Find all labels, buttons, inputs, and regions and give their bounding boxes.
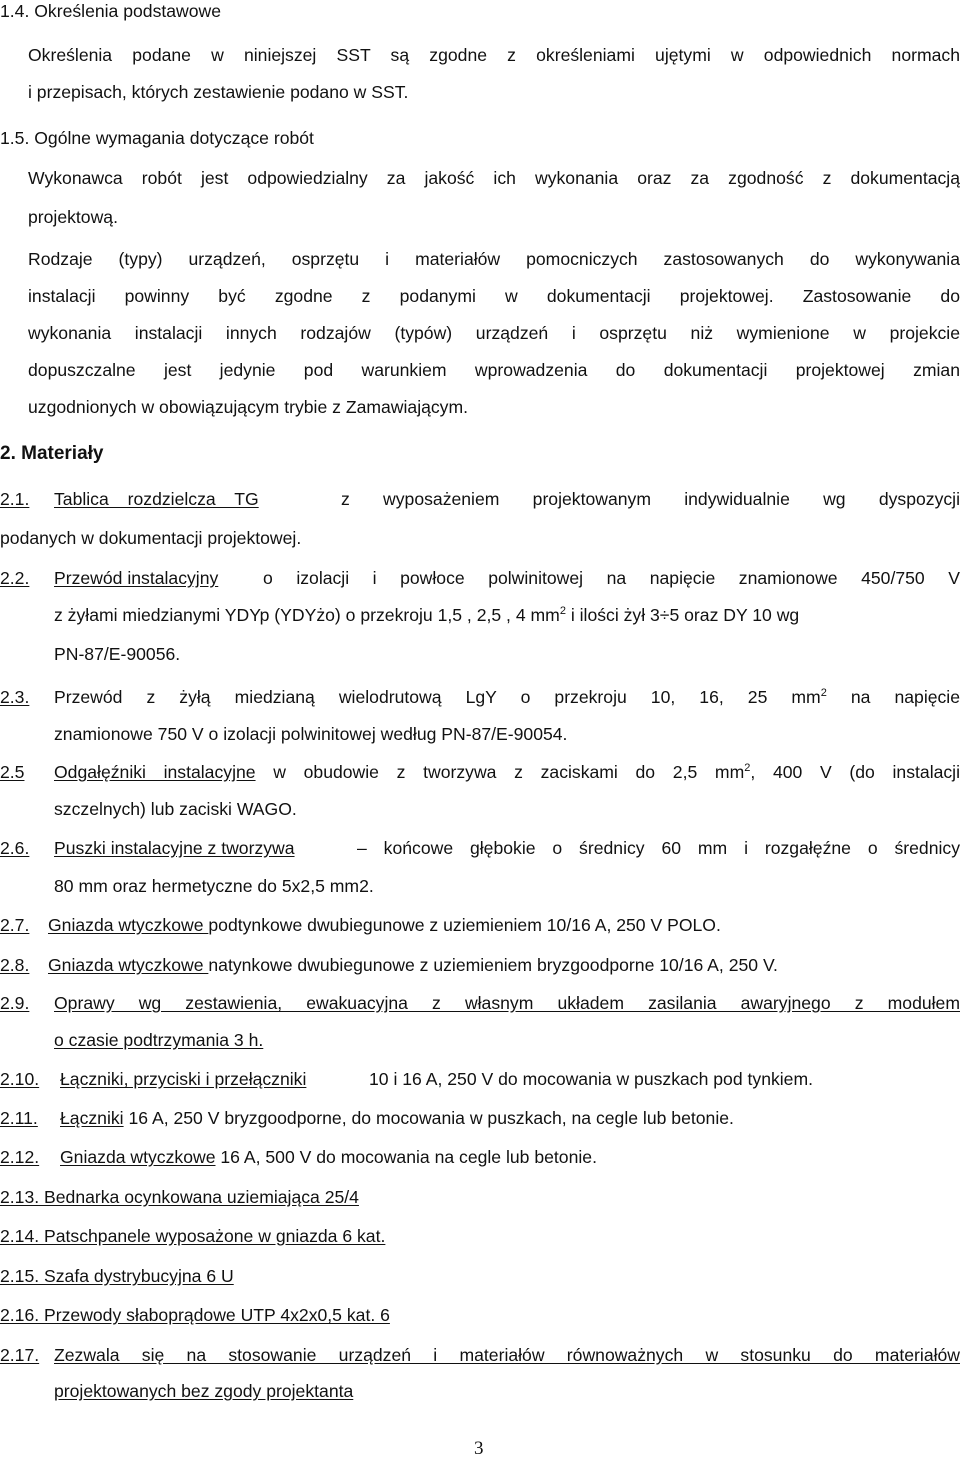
- paragraph-line: Rodzaje (typy) urządzeń, osprzętu i materiałów pomocniczych zastosowanych do wykonywania: [28, 249, 960, 269]
- page-number: 3: [474, 1438, 484, 1459]
- item-number: 2.12.: [0, 1147, 40, 1167]
- item-label: Odgałęźniki instalacyjne: [54, 762, 256, 782]
- item-number: 2.1.: [0, 489, 30, 509]
- paragraph-line: instalacji powinny być zgodne z podanymi w dokumentacji projektowej. Zastosowanie do: [28, 286, 960, 306]
- item-text: i ilości żył 3÷5 oraz DY 10 wg: [570, 605, 800, 625]
- item-text: podtynkowe dwubiegunowe z uziemieniem 10/16 A, 250 V POLO.: [208, 915, 721, 935]
- item-number: 2.8.: [0, 955, 30, 975]
- item-text: 16 A, 250 V bryzgoodporne, do mocowania w puszkach, na cegle lub betonie.: [128, 1108, 734, 1128]
- paragraph-line: wykonania instalacji innych rodzajów (typów) urządzeń i osprzętu niż wymienione w projekcie: [28, 323, 960, 343]
- item-body: [48, 914, 721, 936]
- list-item-2-11: [0, 1107, 734, 1129]
- list-item-line: 80 mm oraz hermetyczne do 5x2,5 mm2.: [54, 876, 374, 896]
- list-item-2-6: [0, 837, 960, 859]
- list-item-2-15: 2.15. Szafa dystrybucyjna 6 U: [0, 1266, 234, 1286]
- paragraph-line: Wykonawca robót jest odpowiedzialny za jakość ich wykonania oraz za zgodność z dokumentacją: [28, 168, 960, 188]
- item-text: – końcowe głębokie o średnicy 60 mm i rozgałęźne o średnicy: [357, 838, 960, 858]
- list-item-2-5: [0, 761, 960, 783]
- item-number: 2.2.: [0, 568, 30, 588]
- item-text: Oprawy wg zestawienia, ewakuacyjna z własnym układem zasilania awaryjnego z modułem: [54, 993, 960, 1013]
- list-item-continuation: podanych w dokumentacji projektowej.: [0, 528, 302, 548]
- item-label: Gniazda wtyczkowe: [48, 955, 204, 975]
- item-label: Gniazda wtyczkowe: [48, 915, 204, 935]
- section-heading-1-4: 1.4. Określenia podstawowe: [0, 1, 222, 21]
- item-number: 2.9.: [0, 993, 30, 1013]
- item-label: Tablica rozdzielcza TG: [54, 489, 259, 509]
- item-label: Puszki instalacyjne z tworzywa: [54, 838, 295, 858]
- paragraph-line: Określenia podane w niniejszej SST są zgodne z określeniami ujętymi w odpowiednich normach: [28, 45, 960, 65]
- item-text: w obudowie z tworzywa z zaciskami do 2,5 mm: [273, 762, 745, 782]
- list-item-2-12: [0, 1146, 597, 1168]
- item-number: 2.11.: [0, 1108, 38, 1128]
- paragraph-line: uzgodnionych w obowiązującym trybie z Zamawiającym.: [28, 397, 469, 417]
- list-item-line: PN-87/E-90056.: [54, 644, 181, 664]
- list-item-line: znamionowe 750 V o izolacji polwinitowej według PN-87/E-90054.: [54, 724, 568, 744]
- superscript: 2: [820, 687, 827, 699]
- item-text: 16 A, 500 V do mocowania na cegle lub betonie.: [220, 1147, 597, 1167]
- item-number: 2.6.: [0, 838, 30, 858]
- item-label: Gniazda wtyczkowe: [60, 1147, 216, 1167]
- list-item-2-16: 2.16. Przewody słaboprądowe UTP 4x2x0,5 kat. 6: [0, 1305, 390, 1325]
- section-heading-2: 2. Materiały: [0, 443, 104, 464]
- paragraph-line: projektową.: [28, 207, 118, 227]
- list-item-2-14: 2.14. Patschpanele wyposażone w gniazda 6 kat.: [0, 1226, 386, 1246]
- superscript: 2: [744, 762, 751, 774]
- item-body: [60, 1107, 734, 1129]
- list-item-2-9: [0, 992, 960, 1014]
- list-item-2-13: 2.13. Bednarka ocynkowana uziemiająca 25/4: [0, 1187, 359, 1207]
- item-text: natynkowe dwubiegunowe z uziemieniem bryzgoodporne 10/16 A, 250 V.: [208, 955, 778, 975]
- list-item-2-2: [0, 567, 960, 589]
- item-number: 2.5: [0, 762, 25, 782]
- item-number: 2.7.: [0, 915, 30, 935]
- list-item-line: szczelnych) lub zaciski WAGO.: [54, 799, 297, 819]
- item-text: , 400 V (do instalacji: [750, 762, 960, 782]
- item-body: [54, 761, 960, 783]
- item-number: 2.3.: [0, 687, 30, 707]
- item-label: Przewód instalacyjny: [54, 568, 219, 588]
- list-item-line: o czasie podtrzymania 3 h.: [54, 1030, 264, 1050]
- item-text: z żyłami miedzianymi YDYp (YDYżo) o przekroju 1,5 , 2,5 , 4 mm: [54, 605, 560, 625]
- item-text: o izolacji i powłoce polwinitowej na napięcie znamionowe 450/750 V: [263, 568, 960, 588]
- section-heading-1-5: 1.5. Ogólne wymagania dotyczące robót: [0, 128, 314, 148]
- item-body: [60, 1146, 597, 1168]
- item-label: Łączniki, przyciski i przełączniki: [60, 1069, 307, 1089]
- item-number: 2.17.: [0, 1345, 40, 1365]
- superscript: 2: [559, 605, 566, 617]
- list-item-line: projektowanych bez zgody projektanta: [54, 1381, 354, 1401]
- list-item-line: [54, 604, 960, 626]
- list-item-2-3: [0, 686, 960, 708]
- item-text: z wyposażeniem projektowanym indywidualnie wg dyspozycji: [341, 489, 960, 509]
- item-text: 10 i 16 A, 250 V do mocowania w puszkach pod tynkiem.: [369, 1069, 814, 1089]
- paragraph-line: i przepisach, których zestawienie podano w SST.: [28, 82, 409, 102]
- item-number: 2.10.: [0, 1069, 40, 1089]
- item-body: [54, 686, 960, 708]
- list-item-2-1: [0, 488, 960, 510]
- list-item-2-7: [0, 914, 721, 936]
- list-item-2-17: [0, 1344, 960, 1366]
- item-text: na napięcie: [850, 687, 960, 707]
- item-text: o przekroju 10, 16, 25 mm: [520, 687, 821, 707]
- list-item-2-10: [0, 1068, 814, 1090]
- item-label: Łączniki: [60, 1108, 124, 1128]
- list-item-2-8: [0, 954, 778, 976]
- item-text: Zezwala się na stosowanie urządzeń i materiałów równoważnych w stosunku do materiałów: [54, 1345, 960, 1365]
- item-body: [48, 954, 778, 976]
- item-label: Przewód z żyłą miedzianą wielodrutową LgY: [54, 687, 497, 707]
- paragraph-line: dopuszczalne jest jedynie pod warunkiem wprowadzenia do dokumentacji projektowej zmian: [28, 360, 960, 380]
